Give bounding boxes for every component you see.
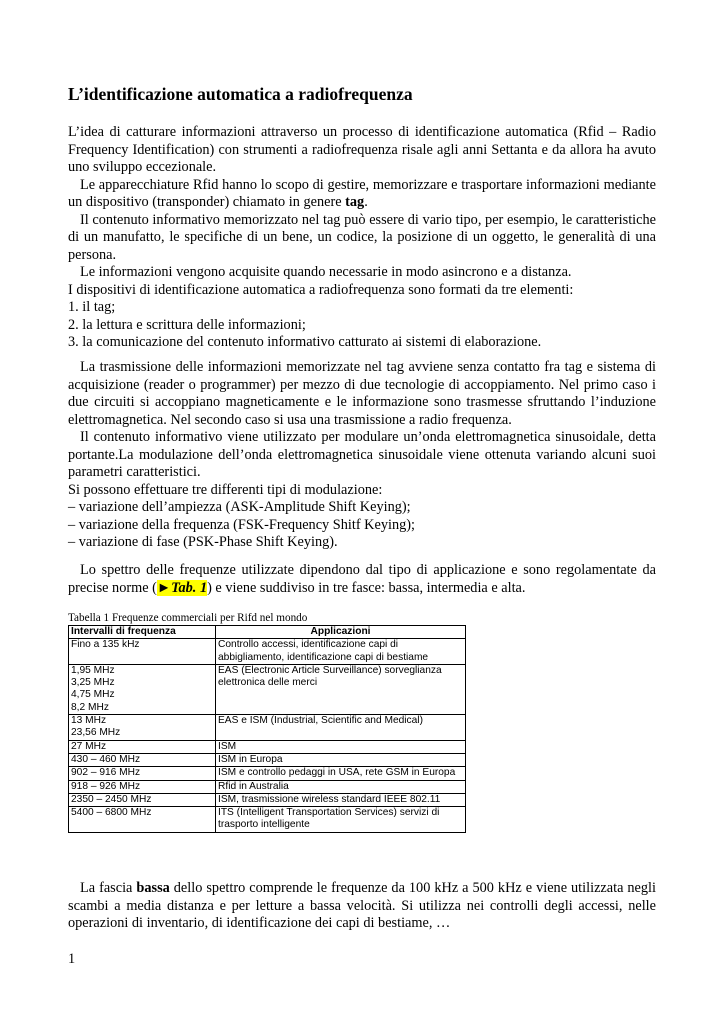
list-item: 1. il tag; [68,299,116,315]
table-cell-frequency: 5400 – 6800 MHz [69,807,216,833]
table-cell-frequency: 918 – 926 MHz [69,780,216,793]
table-cell-application: EAS (Electronic Article Surveillance) sorveglianza elettronica delle merci [216,664,466,714]
page-number: 1 [68,951,76,967]
table-cell-application: ISM, trasmissione wireless standard IEEE 802.11 [216,793,466,806]
paragraph-intro: L’idea di catturare informazioni attraverso un processo di identificazione automatica (Rfid – Radio Frequency Identification) con strumenti a radiofrequenza risale agli anni Settanta e da allora ha avuto uno sviluppo eccezionale. [68,124,656,175]
page-title: L’identificazione automatica a radiofrequenza [68,84,413,104]
paragraph-low-band: La fascia bassa dello spettro comprende le frequenze da 100 kHz a 500 kHz e viene utilizzata negli scambi a media distanza e per letture a bassa velocità. Si utilizza nei controlli degli accessi, nelle operazioni di inventario, di identificazione dei capi di bestiame, … [68,880,656,931]
transmission-section [68,359,656,552]
table-row [69,740,466,753]
list-item: – variazione dell’ampiezza (ASK-Amplitude Shift Keying); [68,499,411,515]
paragraph-devices: Le apparecchiature Rfid hanno lo scopo di gestire, memorizzare e trasportare informazioni mediante un dispositivo (transponder) chiamato in genere tag. [68,176,656,210]
table-cell-frequency: Fino a 135 kHz [69,639,216,665]
table-row [69,664,466,714]
table-row [69,793,466,806]
paragraph-transmission: La trasmissione delle informazioni memorizzate nel tag avviene senza contatto fra tag e sistema di acquisizione (reader o programmer) per mezzo di due tecnologie di accoppiamento. Nel primo caso i due circuiti si accoppiano magneticamente e le informazione sono trasmesse sfruttando l’induzione elettromagnetica. Nel secondo caso si usa una trasmissione a radio frequenza. [68,359,656,428]
low-band-section [68,880,656,933]
list-item: – variazione della frequenza (FSK-Frequency Shitf Keying); [68,516,415,533]
table-cell-frequency: 430 – 460 MHz [69,753,216,766]
paragraph-modulation-types: Si possono effettuare tre differenti tipi di modulazione: [68,481,383,498]
table-cell-application: EAS e ISM (Industrial, Scientific and Medical) [216,715,466,741]
table-header-row [69,626,466,639]
list-item: 2. la lettura e scrittura delle informazioni; [68,316,306,333]
table-cell-application: ISM e controllo pedaggi in USA, rete GSM in Europa [216,767,466,780]
intro-section [68,124,656,352]
spectrum-section [68,562,656,597]
table-row [69,807,466,833]
bold-term-tag: tag [345,194,365,210]
table-cell-application: Controllo accessi, identificazione capi di abbigliamento, identificazione capi di bestiame [216,639,466,665]
list-item: 3. la comunicazione del contenuto informativo catturato ai sistemi di elaborazione. [68,334,542,350]
paragraph-modulation: Il contenuto informativo viene utilizzato per modulare un’onda elettromagnetica sinusoidale, detta portante.La modulazione dell’onda elettromagnetica sinusoidale viene ottenuta variando alcuni suoi parametri caratteristici. [68,429,656,480]
column-header-frequency: Intervalli di frequenza [69,626,216,639]
table-cell-application: Rfid in Australia [216,780,466,793]
table-reference-link[interactable]: ►Tab. 1 [156,579,208,596]
table-cell-frequency: 13 MHz 23,56 MHz [69,715,216,741]
table-cell-application: ISM [216,740,466,753]
column-header-applications: Applicazioni [216,626,466,639]
table-cell-application: ITS (Intelligent Transportation Services) servizi di trasporto intelligente [216,807,466,833]
table-caption: Tabella 1 Frequenze commerciali per Rifd nel mondo [68,612,308,624]
frequency-table [68,625,466,833]
table-cell-frequency: 2350 – 2450 MHz [69,793,216,806]
table-body [69,639,466,832]
table-row [69,780,466,793]
bold-term-bassa: bassa [136,880,170,896]
table-row [69,639,466,665]
table-cell-application: ISM in Europa [216,753,466,766]
table-row [69,767,466,780]
table-cell-frequency: 27 MHz [69,740,216,753]
paragraph-content: Il contenuto informativo memorizzato nel tag può essere di vario tipo, per esempio, le caratteristiche di un manufatto, le specifiche di un bene, un codice, la posizione di un oggetto, le generalità di una persona. [68,211,656,263]
paragraph-elements: I dispositivi di identificazione automatica a radiofrequenza sono formati da tre elementi: [68,281,574,298]
table-row [69,753,466,766]
list-item: – variazione di fase (PSK-Phase Shift Keying). [68,534,338,550]
paragraph-acquisition: Le informazioni vengono acquisite quando necessarie in modo asincrono e a distanza. [80,264,572,280]
table-cell-frequency: 1,95 MHz 3,25 MHz 4,75 MHz 8,2 MHz [69,664,216,714]
table-cell-frequency: 902 – 916 MHz [69,767,216,780]
table-row [69,715,466,741]
paragraph-spectrum: Lo spettro delle frequenze utilizzate dipendono dal tipo di applicazione e sono regolamentate da precise norme (►Tab. 1) e viene suddiviso in tre fasce: bassa, intermedia e alta. [68,562,656,596]
